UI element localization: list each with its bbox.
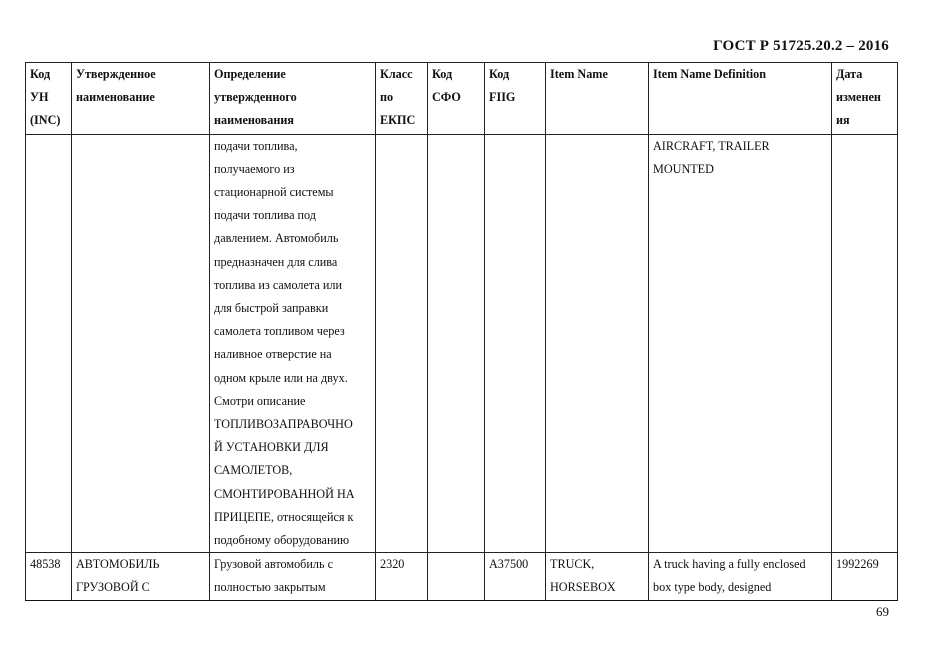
cell-approved-name bbox=[72, 134, 210, 553]
cell-item-name-definition: AIRCRAFT, TRAILER MOUNTED bbox=[649, 134, 832, 553]
cell-sfo-code bbox=[428, 134, 485, 553]
header-inc-code: Код УН (INC) bbox=[26, 63, 72, 135]
table-header-row bbox=[26, 63, 898, 135]
table-row bbox=[26, 553, 898, 600]
header-change-date: Дата изменен ия bbox=[832, 63, 898, 135]
cell-fiig-code bbox=[485, 134, 546, 553]
cell-ekps-class: 2320 bbox=[376, 553, 428, 600]
header-sfo-code: Код СФО bbox=[428, 63, 485, 135]
header-approved-name: Утвержденное наименование bbox=[72, 63, 210, 135]
cell-name-definition: Грузовой автомобиль с полностью закрытым bbox=[210, 553, 376, 600]
cell-change-date bbox=[832, 134, 898, 553]
cell-approved-name: АВТОМОБИЛЬ ГРУЗОВОЙ С bbox=[72, 553, 210, 600]
header-name-definition: Определение утвержденного наименования bbox=[210, 63, 376, 135]
cell-inc-code: 48538 bbox=[26, 553, 72, 600]
table-row bbox=[26, 134, 898, 553]
page-number: 69 bbox=[876, 604, 889, 619]
cell-name-definition: подачи топлива, получаемого из стационарной системы подачи топлива под давлением. Автомобиль предназначен для слива топлива из самолета или для быстрой заправки самолета топливом через наливное отверстие на одном крыле или на двух. Смотри описание ТОПЛИВОЗАПРАВОЧНО Й УСТАНОВКИ ДЛЯ САМОЛЕТОВ, СМОНТИРОВАННОЙ НА ПРИЦЕПЕ, относящейся к подобному оборудованию bbox=[210, 134, 376, 553]
cell-fiig-code: A37500 bbox=[485, 553, 546, 600]
header-item-name-definition: Item Name Definition bbox=[649, 63, 832, 135]
header-fiig-code: Код FIIG bbox=[485, 63, 546, 135]
document-standard-number: ГОСТ Р 51725.20.2 – 2016 bbox=[713, 38, 889, 54]
cell-item-name: TRUCK, HORSEBOX bbox=[546, 553, 649, 600]
cell-change-date: 1992269 bbox=[832, 553, 898, 600]
classification-table bbox=[25, 62, 898, 601]
cell-ekps-class bbox=[376, 134, 428, 553]
cell-sfo-code bbox=[428, 553, 485, 600]
cell-item-name-definition: A truck having a fully enclosed box type body, designed bbox=[649, 553, 832, 600]
header-item-name: Item Name bbox=[546, 63, 649, 135]
cell-item-name bbox=[546, 134, 649, 553]
cell-inc-code bbox=[26, 134, 72, 553]
header-ekps-class: Класс по ЕКПС bbox=[376, 63, 428, 135]
